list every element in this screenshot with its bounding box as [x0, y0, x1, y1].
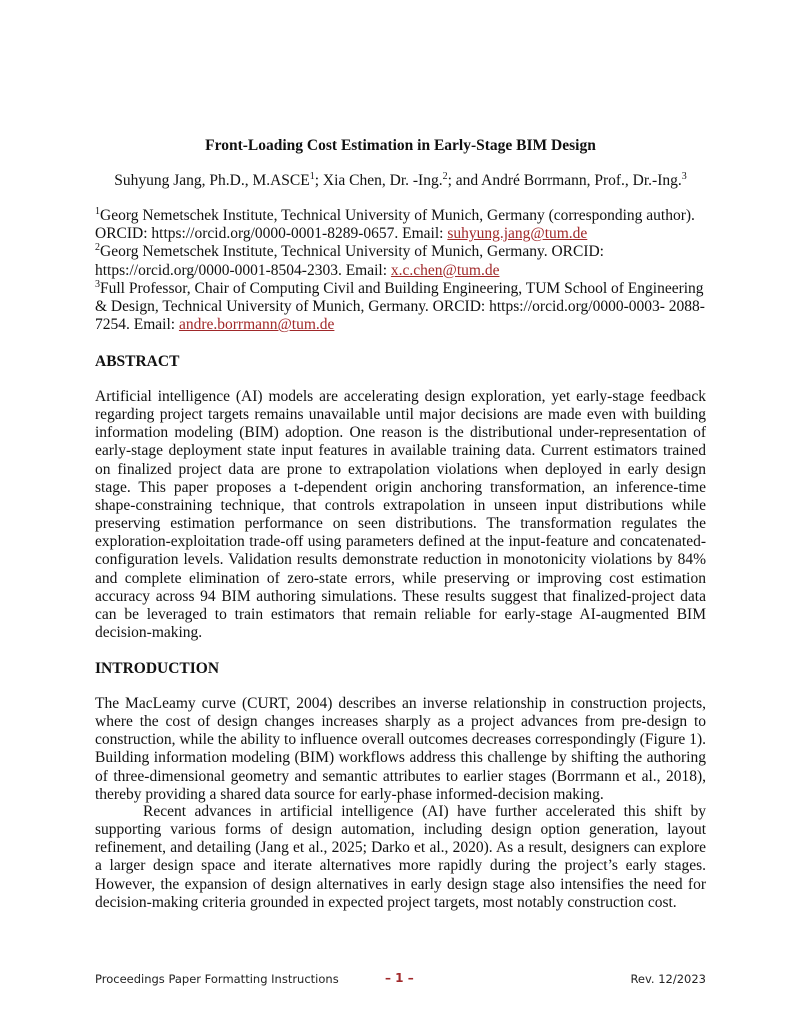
paper-title: Front-Loading Cost Estimation in Early-Stage BIM Design: [205, 137, 596, 154]
author-2-sup: 2: [442, 170, 448, 182]
introduction-heading: INTRODUCTION: [95, 660, 220, 677]
email-link-1[interactable]: suhyung.jang@tum.de: [447, 225, 588, 243]
email-link-3[interactable]: andre.borrmann@tum.de: [178, 316, 335, 334]
page-number: – 1 –: [385, 971, 414, 985]
email-link-2[interactable]: x.c.chen@tum.de: [390, 261, 500, 279]
affiliation-3: [95, 280, 706, 335]
affiliation-1-text: Georg Nemetschek Institute, Technical University of Munich, Germany (corresponding author). ORCID: https://orcid.org/0000-0001-8289-0657. Email:: [95, 207, 695, 243]
introduction-paragraph-1: The MacLeamy curve (CURT, 2004) describes an inverse relationship in construction projects, where the cost of design changes increases sharply as a project advances from pre-design to construction, while the ability to influence overall outcomes decreases correspondingly (Figure 1). Building information modeling (BIM) workflows address this challenge by shifting the authoring of three-dimensional geometry and semantic attributes to earlier stages (Borrmann et al., 2018), thereby providing a shared data source for early-phase informed-decision making.: [95, 695, 706, 803]
author-line: [95, 172, 706, 190]
author-3: ; and André Borrmann, Prof., Dr.-Ing.: [447, 172, 682, 189]
affiliations: [95, 207, 706, 334]
author-3-sup: 3: [681, 170, 687, 182]
affiliation-2: [95, 243, 706, 279]
affiliation-1-num: 1: [95, 205, 100, 217]
author-1-sup: 1: [309, 170, 315, 182]
footer-revision: Rev. 12/2023: [630, 972, 706, 986]
affiliation-2-num: 2: [95, 242, 100, 254]
page-footer: [95, 972, 706, 988]
affiliation-1: [95, 207, 706, 243]
author-2: ; Xia Chen, Dr. -Ing.: [314, 172, 443, 189]
affiliation-3-num: 3: [95, 278, 100, 290]
footer-left-text: Proceedings Paper Formatting Instructions: [95, 972, 339, 986]
affiliation-3-text: Full Professor, Chair of Computing Civil and Building Engineering, TUM School of Engineering & Design, Technical University of Munich, Germany. ORCID: https://orcid.org/0000-0003- 2088-7254. Email:: [95, 279, 705, 334]
abstract-text: Artificial intelligence (AI) models are accelerating design exploration, yet early-stage feedback regarding project targets remains unavailable until major decisions are made even with building information modeling (BIM) adoption. One reason is the distributional under-representation of early-stage deployment state input features in available training data. Current estimators trained on finalized project data are prone to extrapolation violations when deployed in early design stage. This paper proposes a t-dependent origin anchoring transformation, an inference-time shape-constraining technique, that controls extrapolation in unseen input distributions while preserving estimation performance on seen distributions. The transformation regulates the exploration-exploitation trade-off using parameters defined at the input-feature and concatenated-configuration levels. Validation results demonstrate reduction in monotonicity violations by 84% and complete elimination of zero-state errors, while preserving or improving cost estimation accuracy across 94 BIM authoring simulations. These results suggest that finalized-project data can be leveraged to train estimators that remain reliable for early-stage AI-augmented BIM decision-making.: [95, 388, 706, 642]
author-1: Suhyung Jang, Ph.D., M.ASCE: [114, 172, 310, 189]
abstract-heading: ABSTRACT: [95, 353, 180, 370]
affiliation-2-text: Georg Nemetschek Institute, Technical University of Munich, Germany. ORCID: https://orcid.org/0000-0001-8504-2303. Email:: [95, 243, 604, 279]
introduction-paragraph-2: Recent advances in artificial intelligence (AI) have further accelerated this shift by supporting various forms of design automation, including design option generation, layout refinement, and detailing (Jang et al., 2025; Darko et al., 2020). As a result, designers can explore a larger design space and iterate alternatives more rapidly during the project’s early stages. However, the expansion of design alternatives in early design stage also intensifies the need for decision-making criteria grounded in expected project targets, most notably construction cost.: [95, 803, 706, 911]
